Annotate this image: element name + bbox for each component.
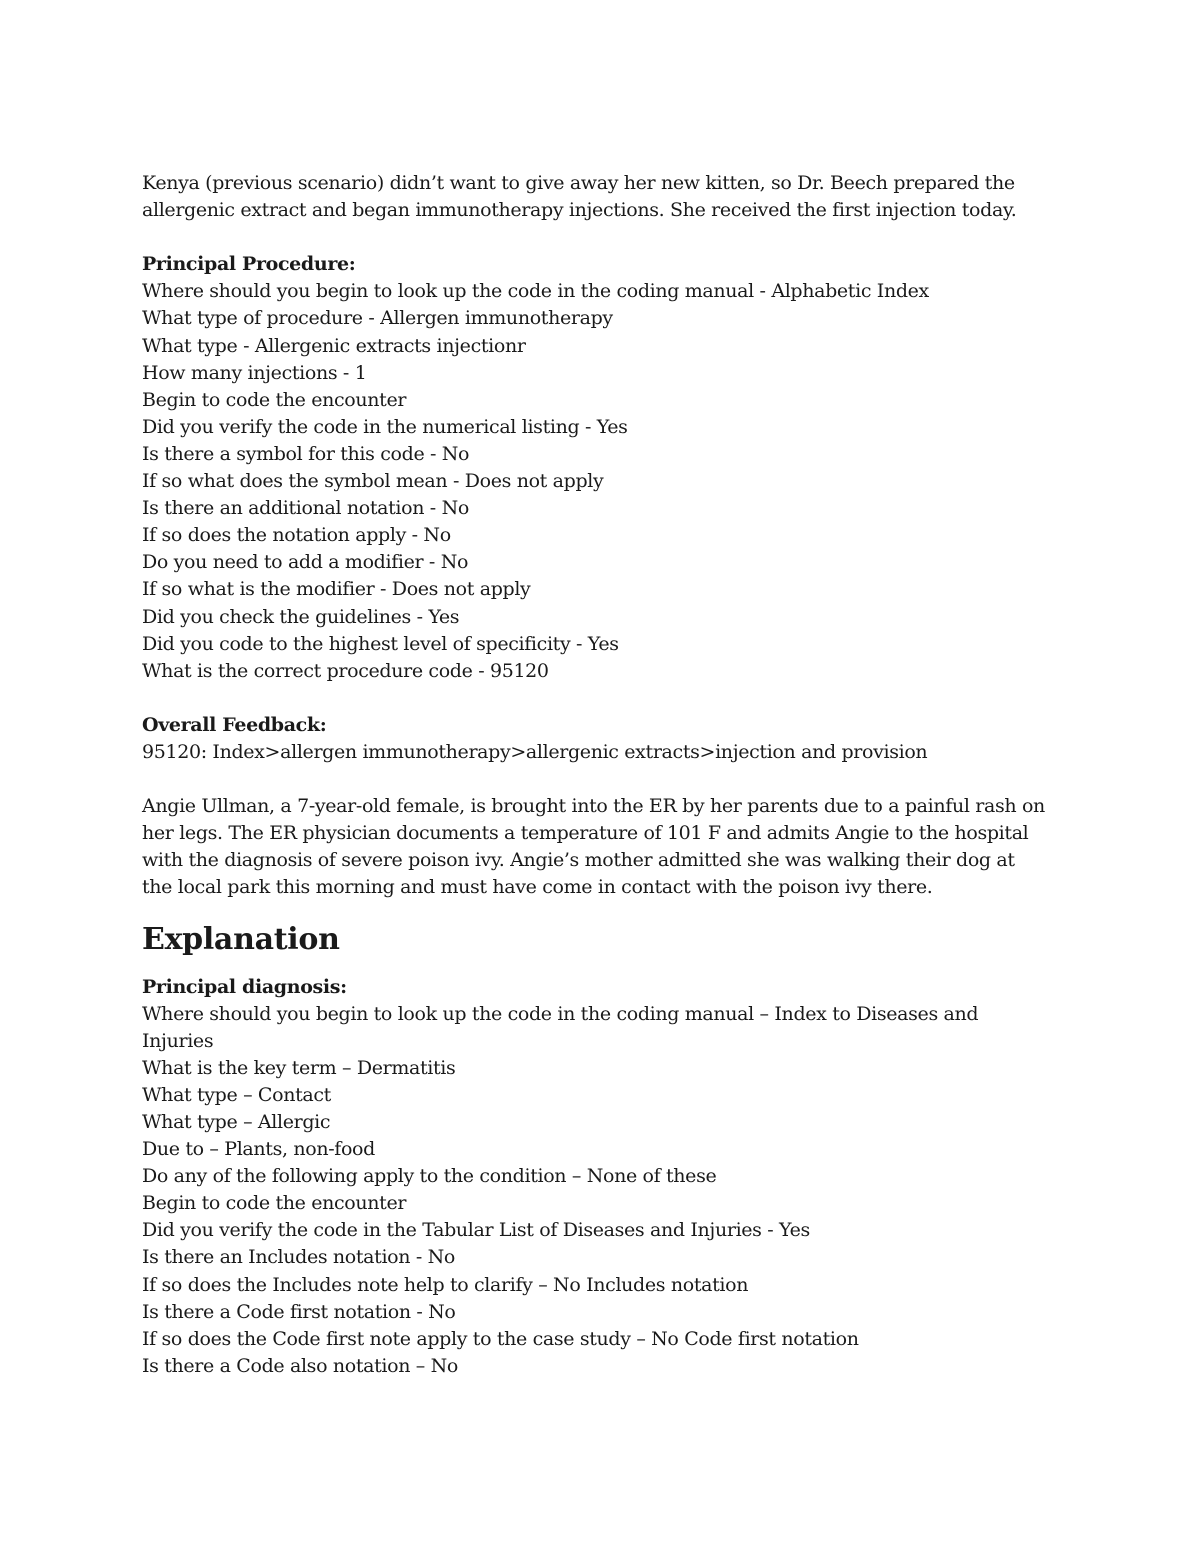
- qa-line: What type of procedure - Allergen immunotherapy: [142, 307, 613, 330]
- qa-line: If so what is the modifier - Does not apply: [142, 578, 531, 601]
- qa-line: Where should you begin to look up the code in the coding manual – Index to Diseases and: [142, 1002, 979, 1025]
- overall-feedback-heading: Overall Feedback:: [142, 713, 327, 736]
- principal-procedure-heading: Principal Procedure:: [142, 253, 356, 276]
- paragraph-line: with the diagnosis of severe poison ivy. Angie’s mother admitted she was walking their dog at: [142, 849, 1015, 872]
- qa-line: Begin to code the encounter: [142, 388, 407, 411]
- overall-feedback-section: [142, 712, 1072, 766]
- principal-diagnosis-section: [142, 974, 1072, 1380]
- scenario-angie-paragraph: [142, 793, 1072, 901]
- qa-line: If so does the Code first note apply to the case study – No Code first notation: [142, 1327, 859, 1350]
- qa-line: What type – Allergic: [142, 1111, 331, 1133]
- spacer: [142, 685, 1072, 712]
- qa-line: Injuries: [142, 1029, 214, 1052]
- qa-line: Did you verify the code in the numerical listing - Yes: [142, 415, 628, 438]
- paragraph-line: allergenic extract and began immunotherapy injections. She received the first injection today.: [142, 199, 1017, 222]
- qa-line: Where should you begin to look up the code in the coding manual - Alphabetic Index: [142, 280, 929, 303]
- qa-line: Did you verify the code in the Tabular List of Diseases and Injuries - Yes: [142, 1219, 810, 1242]
- qa-line: Begin to code the encounter: [142, 1192, 407, 1215]
- qa-line: If so does the notation apply - No: [142, 524, 451, 547]
- qa-line: If so does the Includes note help to clarify – No Includes notation: [142, 1273, 749, 1296]
- paragraph-line: Kenya (previous scenario) didn’t want to give away her new kitten, so Dr. Beech prepared the: [142, 172, 1015, 194]
- qa-line: What type - Allergenic extracts injectionr: [142, 334, 526, 357]
- qa-line: Due to – Plants, non-food: [142, 1138, 375, 1161]
- qa-line: Is there a Code also notation – No: [142, 1354, 458, 1377]
- qa-line: Did you code to the highest level of specificity - Yes: [142, 632, 619, 655]
- document-body: [142, 170, 1072, 1380]
- spacer: [142, 766, 1072, 793]
- qa-line: What type – Contact: [142, 1083, 331, 1106]
- principal-procedure-section: [142, 251, 1072, 685]
- qa-line: Did you check the guidelines - Yes: [142, 605, 460, 628]
- feedback-line: 95120: Index>allergen immunotherapy>allergenic extracts>injection and provision: [142, 740, 928, 763]
- scenario-kenya-paragraph: [142, 170, 1072, 224]
- qa-line: What is the key term – Dermatitis: [142, 1056, 456, 1079]
- explanation-heading: Explanation: [142, 921, 340, 957]
- qa-line: How many injections - 1: [142, 361, 367, 384]
- qa-line: Is there a Code first notation - No: [142, 1300, 456, 1323]
- qa-line: What is the correct procedure code - 95120: [142, 659, 549, 682]
- qa-line: Is there an Includes notation - No: [142, 1246, 455, 1269]
- paragraph-line: the local park this morning and must have come in contact with the poison ivy there.: [142, 876, 933, 899]
- qa-line: Do you need to add a modifier - No: [142, 551, 469, 574]
- paragraph-line: Angie Ullman, a 7-year-old female, is brought into the ER by her parents due to a painful rash on: [142, 795, 1045, 818]
- principal-diagnosis-heading: Principal diagnosis:: [142, 975, 347, 998]
- spacer: [142, 224, 1072, 251]
- qa-line: Is there an additional notation - No: [142, 497, 469, 520]
- qa-line: Do any of the following apply to the condition – None of these: [142, 1165, 717, 1188]
- qa-line: Is there a symbol for this code - No: [142, 442, 470, 465]
- paragraph-line: her legs. The ER physician documents a temperature of 101 F and admits Angie to the hospital: [142, 822, 1029, 845]
- qa-line: If so what does the symbol mean - Does not apply: [142, 470, 604, 493]
